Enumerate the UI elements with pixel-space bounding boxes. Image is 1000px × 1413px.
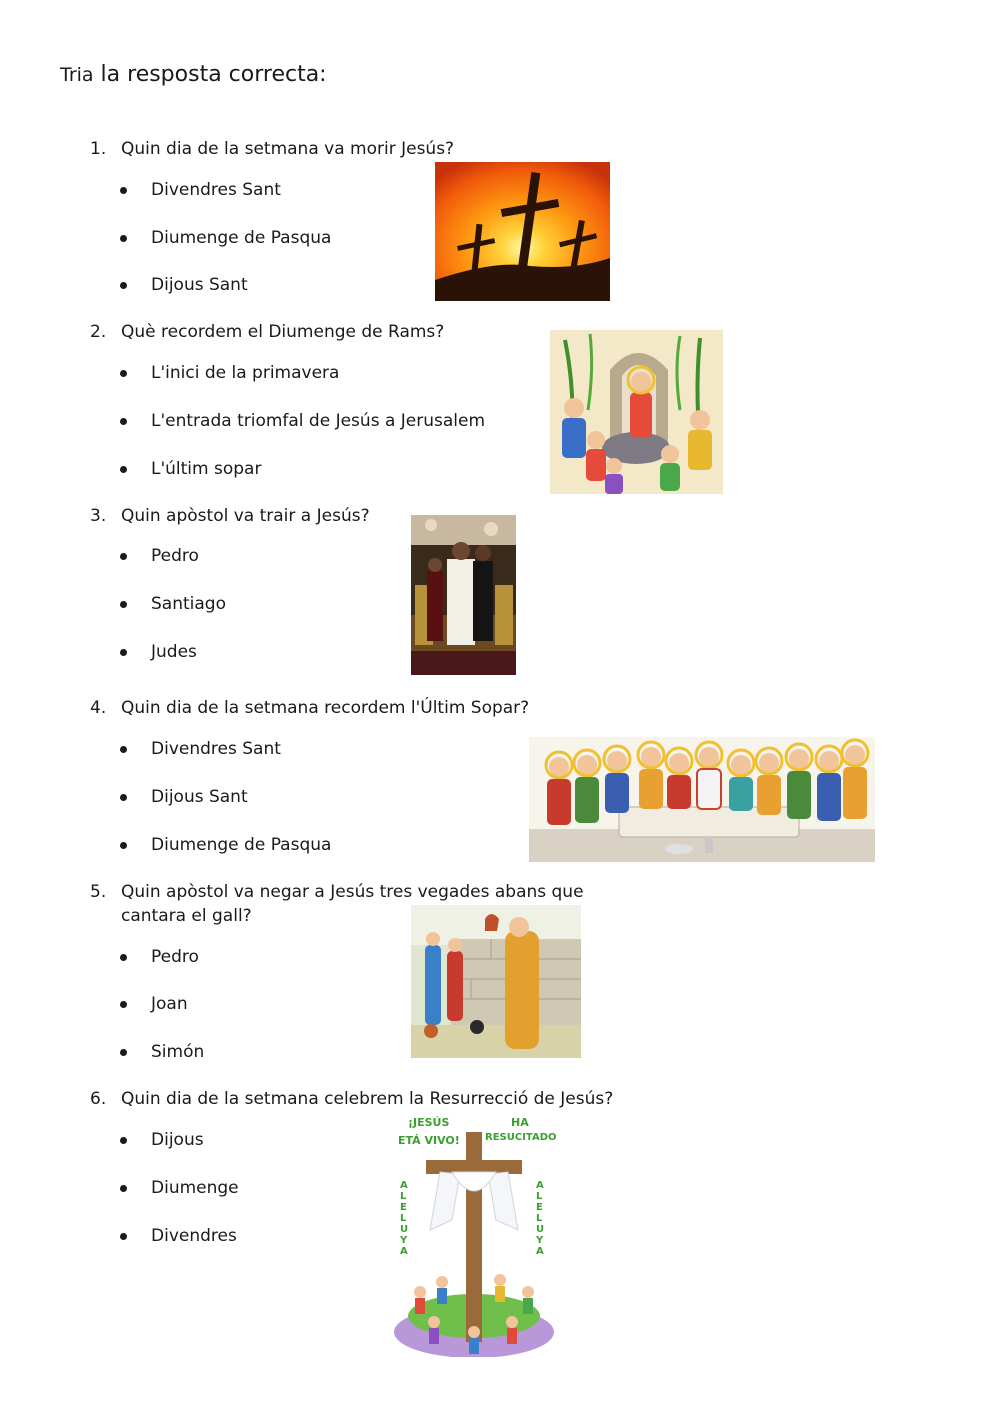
option-3-1[interactable]: Pedro	[120, 544, 199, 568]
poster-text-ha: HA	[511, 1116, 529, 1129]
option-3-3[interactable]: Judes	[120, 640, 197, 664]
option-1-2[interactable]: Diumenge de Pasqua	[120, 226, 331, 250]
option-2-3[interactable]: L'últim sopar	[120, 457, 261, 481]
question-1: 1. Quin dia de la setmana va morir Jesús?	[90, 139, 455, 159]
question-6: 6. Quin dia de la setmana celebrem la Resurrecció de Jesús?	[90, 1089, 614, 1109]
poster-text-jesus: ¡JESÚS	[408, 1116, 450, 1129]
bullet-icon	[120, 1185, 127, 1192]
bullet-icon	[120, 842, 127, 849]
bullet-icon	[120, 370, 127, 377]
crosses-sunset-image	[435, 162, 610, 301]
bullet-icon	[120, 1049, 127, 1056]
worksheet-title: Tria la resposta correcta:	[60, 62, 327, 87]
option-2-1[interactable]: L'inici de la primavera	[120, 361, 339, 385]
poster-aleluya-left: ALELUYA	[400, 1180, 409, 1257]
option-4-3[interactable]: Diumenge de Pasqua	[120, 833, 331, 857]
bullet-icon	[120, 601, 127, 608]
bullet-icon	[120, 553, 127, 560]
judas-procession-image	[411, 515, 516, 675]
question-2: 2. Què recordem el Diumenge de Rams?	[90, 322, 445, 342]
resurrection-poster-image	[390, 1110, 559, 1357]
option-6-1[interactable]: Dijous	[120, 1128, 204, 1152]
option-5-1[interactable]: Pedro	[120, 945, 199, 969]
bullet-icon	[120, 746, 127, 753]
bullet-icon	[120, 794, 127, 801]
option-5-3[interactable]: Simón	[120, 1040, 204, 1064]
option-6-2[interactable]: Diumenge	[120, 1176, 239, 1200]
poster-aleluya-right: ALELUYA	[536, 1180, 545, 1257]
bullet-icon	[120, 418, 127, 425]
bullet-icon	[120, 187, 127, 194]
option-4-2[interactable]: Dijous Sant	[120, 785, 248, 809]
bullet-icon	[120, 649, 127, 656]
option-3-2[interactable]: Santiago	[120, 592, 226, 616]
bullet-icon	[120, 282, 127, 289]
question-3: 3. Quin apòstol va trair a Jesús?	[90, 506, 370, 526]
option-6-3[interactable]: Divendres	[120, 1224, 237, 1248]
palm-sunday-image	[550, 330, 723, 494]
option-1-3[interactable]: Dijous Sant	[120, 273, 248, 297]
last-supper-image	[529, 737, 875, 862]
poster-text-resucitado: RESUCITADO	[485, 1132, 557, 1143]
option-4-1[interactable]: Divendres Sant	[120, 737, 281, 761]
option-2-2[interactable]: L'entrada triomfal de Jesús a Jerusalem	[120, 409, 485, 433]
bullet-icon	[120, 1233, 127, 1240]
option-5-2[interactable]: Joan	[120, 992, 188, 1016]
question-4: 4. Quin dia de la setmana recordem l'Últim Sopar?	[90, 698, 530, 718]
poster-text-vivo: ETÁ VIVO!	[398, 1134, 460, 1147]
peter-rooster-image	[411, 905, 581, 1058]
bullet-icon	[120, 1137, 127, 1144]
bullet-icon	[120, 1001, 127, 1008]
bullet-icon	[120, 466, 127, 473]
bullet-icon	[120, 954, 127, 961]
question-5: 5. Quin apòstol va negar a Jesús tres vegades abans que cantara el gall?	[90, 882, 584, 926]
option-1-1[interactable]: Divendres Sant	[120, 178, 281, 202]
bullet-icon	[120, 235, 127, 242]
